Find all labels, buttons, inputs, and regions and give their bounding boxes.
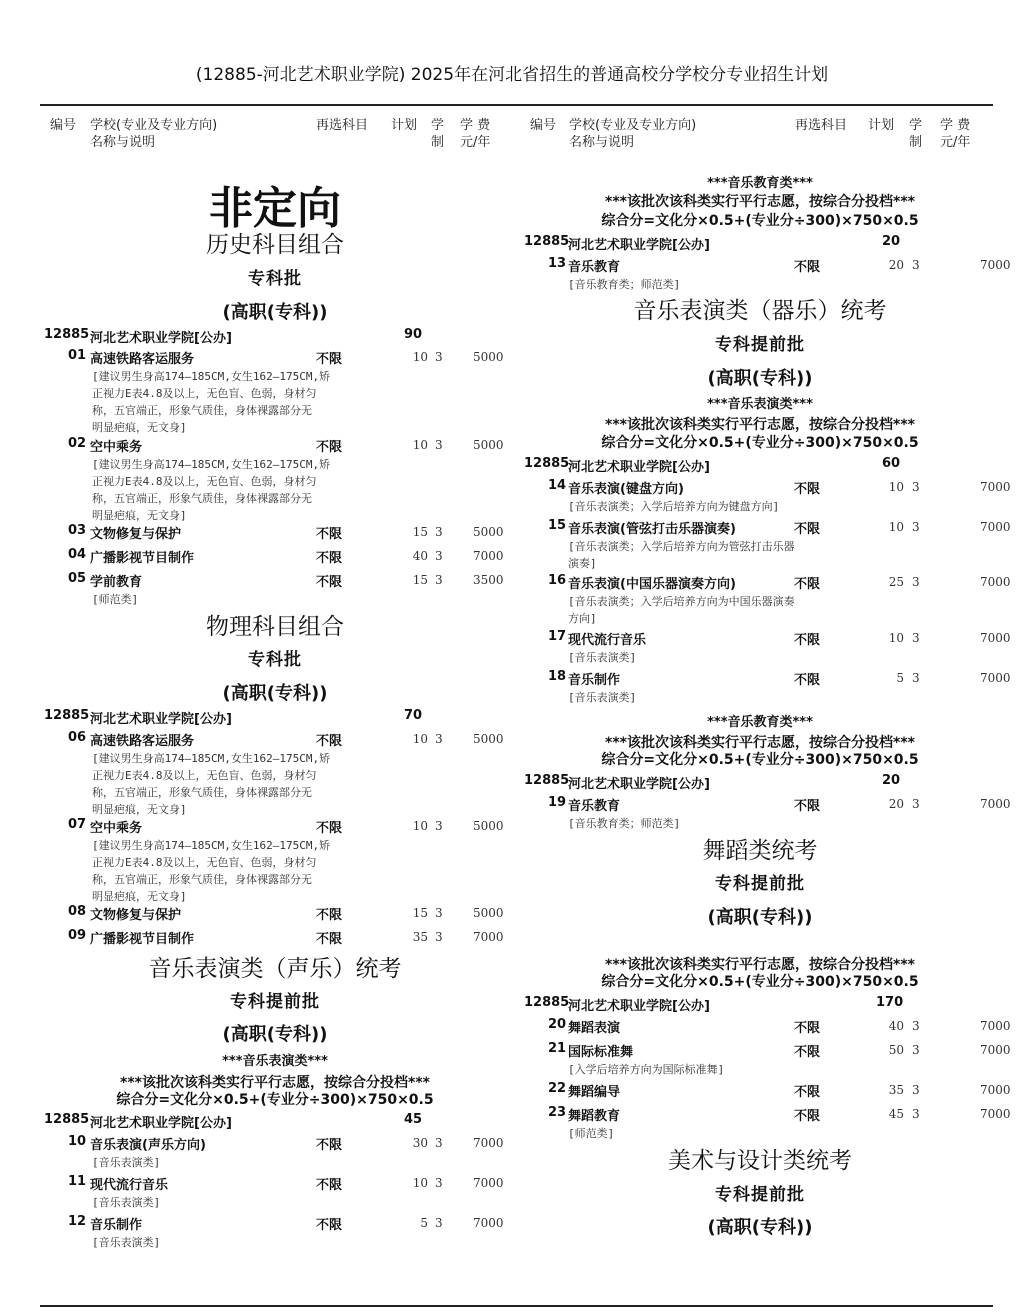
school-name: 河北艺术职业学院[公办]: [568, 999, 710, 1014]
major-subject-requirement: 不限: [316, 1178, 343, 1193]
major-number: 23: [548, 1105, 567, 1120]
header-fee: 学 费: [460, 118, 491, 133]
header-plan: 计划: [868, 118, 895, 133]
header-code: 编号: [530, 118, 557, 133]
school-plan: 60: [882, 456, 901, 471]
major-note: 正视力E表4.8及以上，无色盲、色弱，身材匀: [92, 856, 317, 869]
header-subject: 再选科目: [795, 118, 848, 133]
school-code: 12885: [524, 456, 570, 471]
major-note: [音乐表演类]: [92, 1156, 161, 1169]
major-name: 空中乘务: [90, 440, 143, 455]
header-name: 学校(专业及专业方向): [90, 118, 218, 133]
major-number: 21: [548, 1041, 567, 1056]
school-name: 河北艺术职业学院[公办]: [90, 331, 232, 346]
major-duration: 3: [435, 350, 443, 364]
level-label: (高职(专科)): [707, 1217, 813, 1238]
major-subject-requirement: 不限: [316, 1138, 343, 1153]
right-column: [520, 0, 1011, 1316]
major-duration: 3: [435, 819, 443, 833]
school-code: 12885: [44, 708, 90, 723]
major-fee: 5000: [473, 819, 504, 833]
major-subject-requirement: 不限: [316, 932, 343, 947]
school-name: 河北艺术职业学院[公办]: [90, 1116, 232, 1131]
major-plan: 10: [888, 480, 904, 494]
section-heading-history: 历史科目组合: [206, 232, 344, 258]
major-note: [师范类]: [568, 1127, 615, 1140]
major-note: [师范类]: [92, 593, 139, 606]
major-subject-requirement: 不限: [316, 527, 343, 542]
header-name: 学校(专业及专业方向): [569, 118, 697, 133]
admission-rule: ***该批次该科类实行平行志愿，按综合分投档***: [120, 1075, 430, 1091]
major-name: 音乐制作: [568, 673, 621, 688]
level-label: (高职(专科)): [222, 302, 328, 323]
section-heading-instrumental: 音乐表演类（器乐）统考: [633, 298, 887, 324]
major-subject-requirement: 不限: [794, 482, 821, 497]
major-name: 文物修复与保护: [90, 527, 182, 542]
major-subject-requirement: 不限: [316, 908, 343, 923]
major-name: 高速铁路客运服务: [90, 734, 195, 749]
major-duration: 3: [912, 1107, 920, 1121]
major-plan: 30: [412, 1136, 428, 1150]
major-number: 18: [548, 669, 567, 684]
score-formula: 综合分=文化分×0.5+(专业分÷300)×750×0.5: [116, 1092, 434, 1108]
level-label: (高职(专科)): [222, 1024, 328, 1045]
score-formula: 综合分=文化分×0.5+(专业分÷300)×750×0.5: [601, 213, 919, 229]
major-name: 音乐制作: [90, 1218, 143, 1233]
major-duration: 3: [912, 258, 920, 272]
major-subject-requirement: 不限: [794, 522, 821, 537]
major-duration: 3: [435, 1216, 443, 1230]
category-stars: ***音乐教育类***: [707, 176, 813, 191]
major-duration: 3: [435, 930, 443, 944]
major-note: 正视力E表4.8及以上，无色盲、色弱，身材匀: [92, 769, 317, 782]
admission-rule: ***该批次该科类实行平行志愿，按综合分投档***: [605, 735, 915, 751]
major-plan: 10: [412, 732, 428, 746]
header-code: 编号: [50, 118, 77, 133]
major-subject-requirement: 不限: [794, 1021, 821, 1036]
major-note: 正视力E表4.8及以上，无色盲、色弱，身材匀: [92, 387, 317, 400]
major-fee: 5000: [473, 525, 504, 539]
batch-label: 专科提前批: [230, 992, 320, 1012]
major-plan: 35: [888, 1083, 904, 1097]
major-plan: 5: [896, 671, 904, 685]
major-subject-requirement: 不限: [316, 821, 343, 836]
major-name: 现代流行音乐: [90, 1178, 169, 1193]
major-duration: 3: [912, 480, 920, 494]
major-fee: 7000: [980, 797, 1011, 811]
major-subject-requirement: 不限: [794, 633, 821, 648]
major-note: 方向]: [568, 612, 597, 625]
major-note: [入学后培养方向为国际标准舞]: [568, 1063, 725, 1076]
major-plan: 15: [412, 573, 428, 587]
major-number: 02: [68, 436, 87, 451]
major-note: 明显疤痕，无文身]: [92, 890, 187, 903]
major-fee: 5000: [473, 732, 504, 746]
level-label: (高职(专科)): [707, 368, 813, 389]
major-number: 16: [548, 573, 567, 588]
major-note: [音乐表演类]: [92, 1236, 161, 1249]
major-duration: 3: [912, 631, 920, 645]
school-code: 12885: [524, 773, 570, 788]
major-subject-requirement: 不限: [316, 352, 343, 367]
major-duration: 3: [912, 1043, 920, 1057]
major-name: 音乐教育: [568, 260, 621, 275]
level-label: (高职(专科)): [222, 683, 328, 704]
school-name: 河北艺术职业学院[公办]: [90, 712, 232, 727]
major-fee: 7000: [980, 1083, 1011, 1097]
header-subject: 再选科目: [316, 118, 369, 133]
major-plan: 10: [412, 438, 428, 452]
major-fee: 7000: [980, 671, 1011, 685]
major-plan: 25: [888, 575, 904, 589]
major-subject-requirement: 不限: [316, 734, 343, 749]
header-duration-2: 制: [431, 135, 445, 150]
left-column: [40, 0, 510, 1316]
major-plan: 5: [420, 1216, 428, 1230]
header-fee-unit: 元/年: [460, 135, 491, 150]
batch-label: 专科批: [248, 269, 302, 289]
major-subject-requirement: 不限: [794, 260, 821, 275]
major-duration: 3: [435, 573, 443, 587]
major-name: 空中乘务: [90, 821, 143, 836]
header-duration-2: 制: [909, 135, 923, 150]
major-note: 称，五官端正，形象气质佳，身体裸露部分无: [92, 786, 312, 799]
major-name: 音乐表演(键盘方向): [568, 482, 684, 497]
score-formula: 综合分=文化分×0.5+(专业分÷300)×750×0.5: [601, 752, 919, 768]
major-duration: 3: [912, 520, 920, 534]
major-duration: 3: [912, 671, 920, 685]
major-name: 国际标准舞: [568, 1045, 634, 1060]
category-stars: ***音乐教育类***: [707, 715, 813, 730]
category-stars: ***音乐表演类***: [707, 397, 813, 412]
major-note: [音乐表演类]: [568, 691, 637, 704]
major-note: 明显疤痕，无文身]: [92, 509, 187, 522]
major-plan: 40: [888, 1019, 904, 1033]
section-heading-physics: 物理科目组合: [206, 614, 344, 640]
major-name: 现代流行音乐: [568, 633, 647, 648]
major-duration: 3: [435, 1176, 443, 1190]
major-name: 音乐表演(管弦打击乐器演奏): [568, 522, 736, 537]
major-fee: 7000: [473, 549, 504, 563]
school-plan: 90: [404, 327, 423, 342]
major-number: 12: [68, 1214, 87, 1229]
batch-label: 专科提前批: [715, 874, 805, 894]
major-subject-requirement: 不限: [316, 440, 343, 455]
major-number: 11: [68, 1174, 87, 1189]
major-number: 05: [68, 571, 87, 586]
major-note: 称，五官端正，形象气质佳，身体裸露部分无: [92, 492, 312, 505]
major-plan: 15: [412, 525, 428, 539]
major-fee: 7000: [980, 1043, 1011, 1057]
major-note: [音乐教育类；师范类]: [568, 817, 681, 830]
major-note: 称，五官端正，形象气质佳，身体裸露部分无: [92, 404, 312, 417]
major-note: [音乐表演类；入学后培养方向为键盘方向]: [568, 500, 780, 513]
major-note: [建议男生身高174—185CM,女生162—175CM,矫: [92, 839, 331, 852]
school-code: 12885: [524, 995, 570, 1010]
page-title: (12885-河北艺术职业学院) 2025年在河北省招生的普通高校分学校分专业招生计划: [195, 65, 829, 85]
major-plan: 10: [888, 520, 904, 534]
batch-label: 专科批: [248, 650, 302, 670]
batch-label: 专科提前批: [715, 1185, 805, 1205]
major-note: 明显疤痕，无文身]: [92, 803, 187, 816]
major-fee: 7000: [473, 1176, 504, 1190]
major-subject-requirement: 不限: [794, 1109, 821, 1124]
header-fee: 学 费: [940, 118, 971, 133]
major-fee: 7000: [473, 930, 504, 944]
major-fee: 7000: [980, 1019, 1011, 1033]
school-name: 河北艺术职业学院[公办]: [568, 238, 710, 253]
major-number: 01: [68, 348, 87, 363]
major-number: 14: [548, 478, 567, 493]
major-number: 06: [68, 730, 87, 745]
major-note: 演奏]: [568, 557, 597, 570]
major-name: 广播影视节目制作: [90, 551, 195, 566]
school-plan: 20: [882, 773, 901, 788]
school-plan: 70: [404, 708, 423, 723]
score-formula: 综合分=文化分×0.5+(专业分÷300)×750×0.5: [601, 435, 919, 451]
major-fee: 7000: [980, 520, 1011, 534]
major-note: [音乐教育类；师范类]: [568, 278, 681, 291]
major-name: 舞蹈编导: [568, 1085, 621, 1100]
major-number: 17: [548, 629, 567, 644]
category-title: 非定向: [209, 183, 341, 234]
major-plan: 15: [412, 906, 428, 920]
major-name: 音乐教育: [568, 799, 621, 814]
major-duration: 3: [912, 1019, 920, 1033]
major-subject-requirement: 不限: [794, 799, 821, 814]
major-number: 09: [68, 928, 87, 943]
major-duration: 3: [912, 797, 920, 811]
major-duration: 3: [435, 438, 443, 452]
major-duration: 3: [912, 575, 920, 589]
major-plan: 10: [412, 350, 428, 364]
major-number: 13: [548, 256, 567, 271]
major-subject-requirement: 不限: [794, 1085, 821, 1100]
major-number: 20: [548, 1017, 567, 1032]
section-heading-dance: 舞蹈类统考: [702, 838, 818, 864]
major-fee: 7000: [980, 480, 1011, 494]
major-note: [音乐表演类；入学后培养方向为中国乐器演奏: [568, 595, 795, 608]
major-duration: 3: [435, 549, 443, 563]
major-duration: 3: [435, 1136, 443, 1150]
major-subject-requirement: 不限: [316, 1218, 343, 1233]
major-plan: 35: [412, 930, 428, 944]
major-subject-requirement: 不限: [794, 673, 821, 688]
school-code: 12885: [524, 234, 570, 249]
major-plan: 20: [888, 258, 904, 272]
major-subject-requirement: 不限: [794, 1045, 821, 1060]
header-fee-unit: 元/年: [940, 135, 971, 150]
major-note: [音乐表演类；入学后培养方向为管弦打击乐器: [568, 540, 795, 553]
major-number: 08: [68, 904, 87, 919]
major-fee: 3500: [473, 573, 504, 587]
admission-rule: ***该批次该科类实行平行志愿，按综合分投档***: [605, 194, 915, 210]
major-plan: 20: [888, 797, 904, 811]
major-name: 学前教育: [90, 575, 143, 590]
section-heading-art-design: 美术与设计类统考: [668, 1148, 852, 1174]
major-fee: 7000: [980, 258, 1011, 272]
school-code: 12885: [44, 327, 90, 342]
school-plan: 170: [876, 995, 904, 1010]
major-plan: 10: [412, 1176, 428, 1190]
major-name: 舞蹈教育: [568, 1109, 621, 1124]
major-plan: 50: [888, 1043, 904, 1057]
major-fee: 7000: [473, 1136, 504, 1150]
major-fee: 5000: [473, 438, 504, 452]
admission-rule: ***该批次该科类实行平行志愿，按综合分投档***: [605, 417, 915, 433]
header-duration: 学: [909, 118, 923, 133]
major-fee: 5000: [473, 350, 504, 364]
major-number: 10: [68, 1134, 87, 1149]
major-number: 19: [548, 795, 567, 810]
major-plan: 40: [412, 549, 428, 563]
major-subject-requirement: 不限: [316, 551, 343, 566]
header-name-desc: 名称与说明: [90, 135, 156, 150]
major-duration: 3: [435, 906, 443, 920]
major-plan: 10: [412, 819, 428, 833]
major-name: 文物修复与保护: [90, 908, 182, 923]
section-heading-vocal: 音乐表演类（声乐）统考: [148, 956, 402, 982]
major-fee: 5000: [473, 906, 504, 920]
level-label: (高职(专科)): [707, 907, 813, 928]
major-name: 舞蹈表演: [568, 1021, 621, 1036]
major-name: 广播影视节目制作: [90, 932, 195, 947]
major-duration: 3: [435, 525, 443, 539]
major-name: 音乐表演(声乐方向): [90, 1138, 206, 1153]
major-note: [音乐表演类]: [568, 651, 637, 664]
batch-label: 专科提前批: [715, 335, 805, 355]
major-note: 正视力E表4.8及以上，无色盲、色弱，身材匀: [92, 475, 317, 488]
major-number: 04: [68, 547, 87, 562]
major-subject-requirement: 不限: [794, 577, 821, 592]
major-duration: 3: [435, 732, 443, 746]
school-code: 12885: [44, 1112, 90, 1127]
score-formula: 综合分=文化分×0.5+(专业分÷300)×750×0.5: [601, 974, 919, 990]
major-name: 高速铁路客运服务: [90, 352, 195, 367]
admission-rule: ***该批次该科类实行平行志愿，按综合分投档***: [605, 957, 915, 973]
major-note: [音乐表演类]: [92, 1196, 161, 1209]
major-duration: 3: [912, 1083, 920, 1097]
header-plan: 计划: [391, 118, 418, 133]
header-duration: 学: [431, 118, 445, 133]
major-number: 22: [548, 1081, 567, 1096]
major-note: 称，五官端正，形象气质佳，身体裸露部分无: [92, 873, 312, 886]
major-name: 音乐表演(中国乐器演奏方向): [568, 577, 736, 592]
major-number: 15: [548, 518, 567, 533]
major-fee: 7000: [473, 1216, 504, 1230]
school-plan: 45: [404, 1112, 423, 1127]
major-note: [建议男生身高174—185CM,女生162—175CM,矫: [92, 458, 331, 471]
major-fee: 7000: [980, 631, 1011, 645]
major-subject-requirement: 不限: [316, 575, 343, 590]
category-stars: ***音乐表演类***: [222, 1054, 328, 1069]
major-note: [建议男生身高174—185CM,女生162—175CM,矫: [92, 370, 331, 383]
major-note: 明显疤痕，无文身]: [92, 421, 187, 434]
major-number: 07: [68, 817, 87, 832]
school-name: 河北艺术职业学院[公办]: [568, 460, 710, 475]
header-name-desc: 名称与说明: [569, 135, 635, 150]
major-plan: 10: [888, 631, 904, 645]
school-plan: 20: [882, 234, 901, 249]
major-plan: 45: [888, 1107, 904, 1121]
major-fee: 7000: [980, 575, 1011, 589]
school-name: 河北艺术职业学院[公办]: [568, 777, 710, 792]
major-fee: 7000: [980, 1107, 1011, 1121]
major-note: [建议男生身高174—185CM,女生162—175CM,矫: [92, 752, 331, 765]
major-number: 03: [68, 523, 87, 538]
